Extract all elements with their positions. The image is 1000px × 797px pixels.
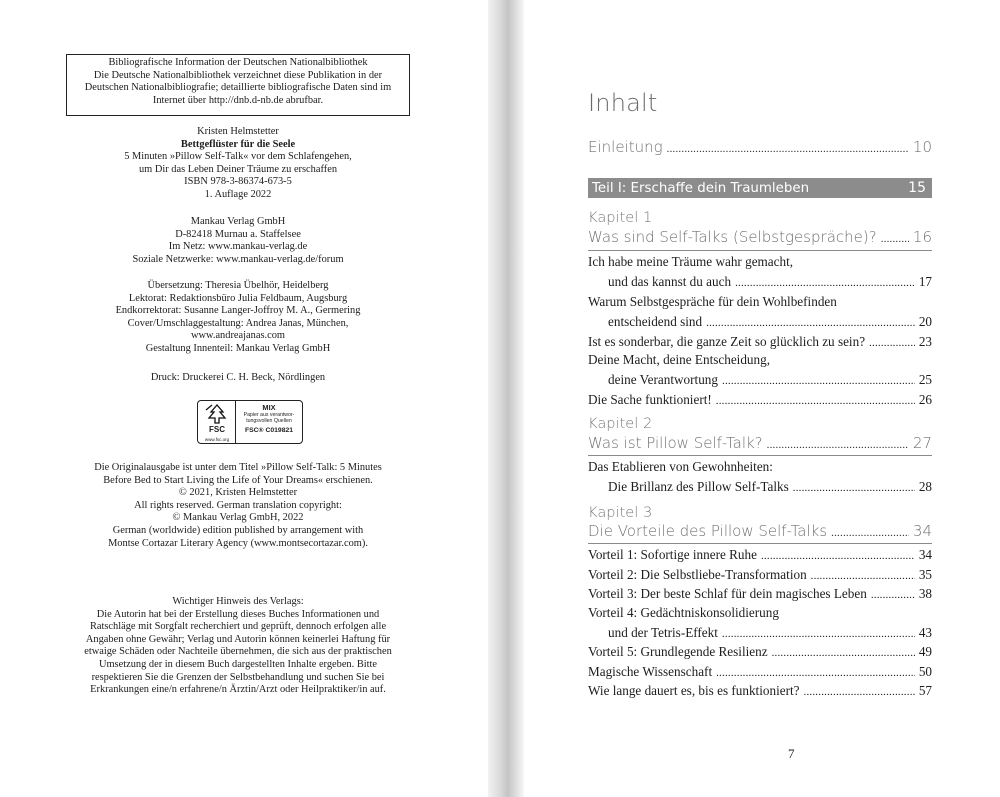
author: Kristen Helmstetter bbox=[197, 126, 279, 137]
cip-notice-box bbox=[66, 54, 410, 116]
toc-page: 38 bbox=[918, 586, 932, 601]
cip-line: Bibliografische Information der Deutschen Nationalbibliothek bbox=[108, 57, 368, 68]
publisher-line: Mankau Verlag GmbH bbox=[190, 216, 286, 227]
original-line: © Mankau Verlag GmbH, 2022 bbox=[172, 512, 304, 524]
credit-line: www.andreajanas.com bbox=[191, 330, 285, 342]
toc-page: 17 bbox=[918, 274, 932, 289]
toc-page: 34 bbox=[918, 547, 932, 562]
original-line: © 2021, Kristen Helmstetter bbox=[178, 487, 298, 499]
toc-page: 10 bbox=[912, 138, 932, 156]
leader-dots bbox=[716, 664, 915, 680]
leader-dots bbox=[716, 392, 915, 408]
leader-dots bbox=[772, 644, 915, 660]
toc-entry[interactable] bbox=[588, 664, 932, 680]
right-page-toc bbox=[524, 0, 1000, 797]
toc-entry-line[interactable]: Ich habe meine Träume wahr gemacht, bbox=[588, 254, 794, 269]
leader-dots bbox=[881, 228, 909, 246]
leader-dots bbox=[667, 138, 909, 156]
toc-page: 25 bbox=[918, 372, 932, 387]
toc-part-1[interactable] bbox=[588, 178, 932, 198]
publisher-line: Im Netz: www.mankau-verlag.de bbox=[168, 241, 308, 253]
original-edition-block bbox=[66, 462, 410, 550]
publisher-line: Soziale Netzwerke: www.mankau-verlag.de/forum bbox=[132, 253, 344, 265]
toc-entry[interactable] bbox=[588, 625, 932, 641]
printer: Druck: Druckerei C. H. Beck, Nördlingen bbox=[150, 372, 326, 383]
toc-label: Magische Wissenschaft bbox=[588, 664, 713, 679]
toc-label: und der Tetris-Effekt bbox=[608, 625, 718, 640]
toc-label: Vorteil 2: Die Selbstliebe-Transformation bbox=[588, 567, 807, 582]
toc-label: entscheidend sind bbox=[608, 314, 703, 329]
toc-label: Wie lange dauert es, bis es funktioniert? bbox=[588, 683, 800, 698]
chapter-rule bbox=[588, 543, 932, 544]
toc-label: und das kannst du auch bbox=[608, 274, 732, 289]
toc-label: Was sind Self-Talks (Selbstgespräche)? bbox=[588, 228, 877, 246]
credit-line: Übersetzung: Theresia Übelhör, Heidelberg bbox=[147, 280, 329, 291]
toc-label: Was ist Pillow Self-Talk? bbox=[588, 434, 763, 452]
original-line: German (worldwide) edition published by arrangement with bbox=[112, 524, 364, 536]
toc-page: 28 bbox=[918, 479, 932, 494]
toc-entry-line[interactable]: Das Etablieren von Gewohnheiten: bbox=[588, 459, 773, 474]
original-line: Montse Cortazar Literary Agency (www.montsecortazar.com). bbox=[108, 537, 368, 549]
leader-dots bbox=[706, 314, 915, 330]
disclaimer-line: Die Autorin hat bei der Erstellung dieses Buches Informationen und bbox=[96, 608, 380, 620]
credits-block bbox=[66, 280, 410, 356]
fsc-mix: MIX bbox=[262, 403, 276, 412]
disclaimer-line: Wichtiger Hinweis des Verlags: bbox=[172, 596, 304, 607]
toc-entry-chapter-3[interactable] bbox=[588, 522, 932, 540]
toc-page: 27 bbox=[912, 434, 932, 452]
toc-entry-chapter-1[interactable] bbox=[588, 228, 932, 246]
chapter-1-kicker: Kapitel 1 bbox=[588, 209, 653, 226]
disclaimer-block bbox=[66, 596, 410, 697]
toc-entry[interactable] bbox=[588, 644, 932, 660]
toc-page: 57 bbox=[918, 683, 932, 698]
leader-dots bbox=[767, 434, 909, 452]
edition: 1. Auflage 2022 bbox=[204, 188, 272, 200]
disclaimer-line: Angaben ohne Gewähr; Verlag und Autorin können keinerlei Haftung für bbox=[85, 633, 391, 645]
toc-page: 43 bbox=[918, 625, 932, 640]
toc-entry[interactable] bbox=[588, 683, 932, 699]
printer-line bbox=[66, 372, 410, 385]
toc-entry[interactable] bbox=[588, 372, 932, 388]
chapter-3-kicker: Kapitel 3 bbox=[588, 504, 653, 521]
cip-line: Deutschen Nationalbibliografie; detaillierte bibliografische Daten sind im bbox=[84, 82, 392, 94]
toc-entry[interactable] bbox=[588, 334, 932, 350]
book-gutter bbox=[488, 0, 524, 797]
toc-page: 49 bbox=[918, 644, 932, 659]
toc-entry[interactable] bbox=[588, 586, 932, 602]
chapter-rule bbox=[588, 250, 932, 251]
disclaimer-line: Ratschläge mit Sorgfalt recherchiert und geprüft, dennoch erfolgen alle bbox=[89, 621, 387, 633]
toc-entry[interactable] bbox=[588, 392, 932, 408]
leader-dots bbox=[793, 479, 915, 495]
toc-entry-line[interactable]: Vorteil 4: Gedächtniskonsolidierung bbox=[588, 605, 779, 620]
toc-page: 34 bbox=[912, 522, 932, 540]
leader-dots bbox=[804, 683, 915, 699]
toc-page: 50 bbox=[918, 664, 932, 679]
toc-label: Einleitung bbox=[588, 138, 663, 156]
toc-entry[interactable] bbox=[588, 314, 932, 330]
original-line: Before Bed to Start Living the Life of Your Dreams« erschienen. bbox=[103, 474, 373, 486]
toc-label: deine Verantwortung bbox=[608, 372, 718, 387]
credit-line: Endkorrektorat: Susanne Langer-Joffroy M. A., Germering bbox=[115, 305, 361, 317]
toc-page: 16 bbox=[912, 228, 932, 246]
original-line: All rights reserved. German translation copyright: bbox=[134, 499, 342, 511]
leader-dots bbox=[722, 372, 915, 388]
toc-entry-line[interactable]: Deine Macht, deine Entscheidung, bbox=[588, 352, 771, 367]
toc-label: Vorteil 5: Grundlegende Resilienz bbox=[588, 644, 768, 659]
leader-dots bbox=[869, 334, 915, 350]
disclaimer-line: Erkrankungen eine/n erfahrene/n Ärztin/Arzt oder Heilpraktiker/in auf. bbox=[90, 684, 386, 696]
toc-page: 23 bbox=[918, 334, 932, 349]
fsc-sub: tungsvollen Quellen bbox=[246, 418, 292, 424]
fsc-logo-text: FSC bbox=[209, 425, 225, 434]
disclaimer-line: etwaige Schäden oder Nachteile übernehmen, die sich aus der praktischen bbox=[84, 646, 392, 658]
disclaimer-line: Umsetzung der in diesem Buch dargestellten Inhalte ergeben. Bitte bbox=[98, 658, 378, 670]
publisher-block bbox=[66, 216, 410, 266]
leader-dots bbox=[871, 586, 915, 602]
chapter-rule bbox=[588, 455, 932, 456]
toc-label: Vorteil 1: Sofortige innere Ruhe bbox=[588, 547, 757, 562]
title-block bbox=[66, 126, 410, 202]
toc-entry-intro[interactable] bbox=[588, 138, 932, 156]
toc-entry[interactable] bbox=[588, 567, 932, 583]
toc-label: Die Brillanz des Pillow Self-Talks bbox=[608, 479, 789, 494]
isbn: ISBN 978-3-86374-673-5 bbox=[184, 176, 292, 188]
fsc-code: FSC® C019821 bbox=[244, 427, 294, 434]
book-title: Bettgeflüster für die Seele bbox=[180, 138, 296, 150]
toc-heading: Inhalt bbox=[588, 89, 658, 117]
fsc-text bbox=[236, 401, 302, 443]
subtitle-line: um Dir das Leben Deiner Träume zu erschaffen bbox=[138, 163, 338, 175]
fsc-logo bbox=[198, 401, 236, 443]
fsc-sub: Papier aus verantwor- bbox=[243, 412, 295, 418]
toc-label: Die Sache funktioniert! bbox=[588, 392, 712, 407]
page-number: 7 bbox=[788, 746, 795, 761]
fsc-www: www.fsc.org bbox=[204, 437, 230, 442]
disclaimer-line: respektieren Sie die Grenzen der Selbstbehandlung und suchen Sie bei bbox=[91, 671, 385, 683]
publisher-line: D-82418 Murnau a. Staffelsee bbox=[175, 228, 301, 240]
leader-dots bbox=[722, 625, 915, 641]
leader-dots bbox=[761, 547, 915, 563]
leader-dots bbox=[735, 274, 915, 290]
leader-dots bbox=[831, 522, 909, 540]
leader-dots bbox=[811, 567, 915, 583]
toc-entry[interactable] bbox=[588, 479, 932, 495]
toc-label: Vorteil 3: Der beste Schlaf für dein magisches Leben bbox=[588, 586, 867, 601]
toc-entry[interactable] bbox=[588, 274, 932, 290]
credit-line: Gestaltung Innenteil: Mankau Verlag GmbH bbox=[145, 342, 331, 354]
fsc-label bbox=[197, 400, 303, 444]
original-line: Die Originalausgabe ist unter dem Titel »Pillow Self-Talk: 5 Minutes bbox=[94, 462, 382, 473]
toc-entry[interactable] bbox=[588, 547, 932, 563]
left-page-impressum bbox=[0, 0, 488, 797]
part-label: Teil I: Erschaffe dein Traumleben bbox=[592, 180, 810, 196]
fsc-tree-icon bbox=[202, 404, 232, 426]
toc-entry-chapter-2[interactable] bbox=[588, 434, 932, 452]
toc-page: 20 bbox=[918, 314, 932, 329]
subtitle-line: 5 Minuten »Pillow Self-Talk« vor dem Schlafengehen, bbox=[124, 151, 352, 163]
credit-line: Cover/Umschlaggestaltung: Andrea Janas, München, bbox=[127, 317, 349, 329]
toc-page: 26 bbox=[918, 392, 932, 407]
chapter-2-kicker: Kapitel 2 bbox=[588, 415, 653, 432]
toc-entry-line[interactable]: Warum Selbstgespräche für dein Wohlbefinden bbox=[588, 294, 837, 309]
credit-line: Lektorat: Redaktionsbüro Julia Feldbaum, Augsburg bbox=[128, 292, 348, 304]
toc-label: Die Vorteile des Pillow Self-Talks bbox=[588, 522, 828, 540]
cip-line: Internet über http://dnb.d-nb.de abrufbar. bbox=[152, 94, 324, 106]
part-page: 15 bbox=[908, 180, 926, 196]
toc-label: Ist es sonderbar, die ganze Zeit so glücklich zu sein? bbox=[588, 334, 866, 349]
toc-page: 35 bbox=[918, 567, 932, 582]
cip-line: Die Deutsche Nationalbibliothek verzeichnet diese Publikation in der bbox=[93, 69, 383, 81]
